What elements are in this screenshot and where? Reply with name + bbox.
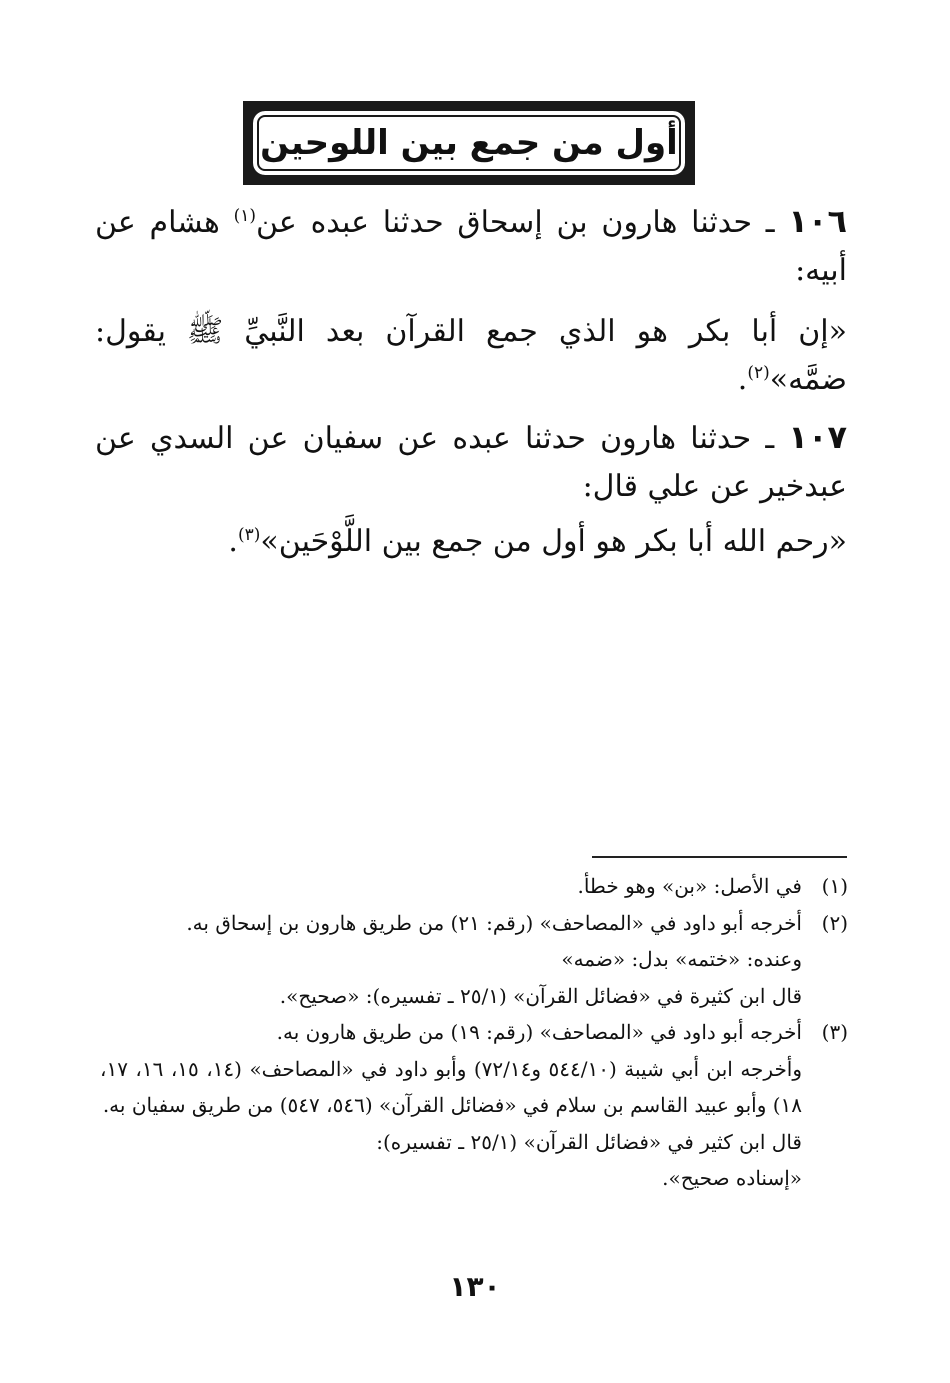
chapter-title-frame bbox=[243, 101, 695, 185]
footnote-ref-2[interactable]: (٢) bbox=[747, 363, 770, 383]
footnote-3-text: أخرجه أبو داود في «المصاحف» (رقم: ١٩) من طريق هارون به. bbox=[276, 1020, 802, 1044]
hadith-106-number: ١٠٦ bbox=[788, 202, 847, 240]
footnote-2-text: أخرجه أبو داود في «المصاحف» (رقم: ٢١) من طريق هارون بن إسحاق به. bbox=[186, 910, 802, 935]
footnote-separator bbox=[592, 856, 847, 858]
hadith-106-isnad-cont: هشام عن أبيه: bbox=[95, 205, 847, 288]
chapter-title-inner bbox=[251, 109, 687, 177]
footnote-1-text: في الأصل: «بن» وهو خطأ. bbox=[577, 874, 802, 898]
hadith-107-matn-text: «رحم الله أبا بكر هو أول من جمع بين اللَّوْحَين» bbox=[260, 524, 847, 559]
footnote-3 bbox=[100, 1014, 848, 1051]
hadith-107-isnad-text: ـ حدثنا هارون حدثنا عبده عن سفيان عن السدي عن عبدخير عن علي قال: bbox=[95, 421, 847, 504]
footnotes bbox=[100, 868, 848, 1197]
hadith-106-isnad-text: ـ حدثنا هارون بن إسحاق حدثنا عبده عن bbox=[256, 205, 775, 240]
footnote-3-line-3: قال ابن كثير في «فضائل القرآن» (٢٥/١ ـ تفسيره): bbox=[376, 1129, 802, 1154]
footnote-1 bbox=[100, 868, 848, 905]
footnote-2 bbox=[100, 905, 848, 942]
hadith-107-matn: «رحم الله أبا بكر هو أول من جمع بين اللَّوْحَين»$^{(٣)}$. bbox=[228, 524, 847, 559]
hadith-106-isnad bbox=[95, 197, 847, 295]
chapter-title: أول من جمع بين اللوحين bbox=[260, 123, 678, 163]
footnote-3-line-2: وأخرجه ابن أبي شيبة (٥٤٤/١٠ و٧٢/١٤) وأبو داود في «المصاحف» (١٤، ١٥، ١٦، ١٧، ١٨) وأبو عبيد القاسم بن سلام في «فضائل القرآن» (٥٤٦، ٥٤٧) من طريق سفيان به. bbox=[100, 1056, 803, 1117]
footnote-1-number: (١) bbox=[821, 874, 848, 898]
footnote-2-line-3: قال ابن كثيرة في «فضائل القرآن» (٢٥/١ ـ تفسيره): «صحيح». bbox=[279, 983, 802, 1008]
page-number: ١٣٠ bbox=[449, 1270, 501, 1303]
footnote-ref-1[interactable]: (١) bbox=[233, 206, 257, 226]
hadith-107-isnad bbox=[95, 413, 847, 511]
footnote-3-number: (٣) bbox=[821, 1020, 848, 1044]
footnote-3-line-4: «إسناده صحيح». bbox=[662, 1166, 802, 1190]
hadith-107-number: ١٠٧ bbox=[788, 418, 847, 456]
footnote-ref-3[interactable]: (٣) bbox=[237, 525, 261, 545]
hadith-106-matn: «إن أبا بكر هو الذي جمع القرآن بعد النَّبيِّ ﷺ يقول: ضمَّه»$^{(٢)}$. bbox=[95, 314, 847, 397]
hadith-106-matn-text: «إن أبا بكر هو الذي جمع القرآن بعد النَّبيِّ ﷺ يقول: ضمَّه» bbox=[95, 314, 847, 397]
footnote-2-line-2: وعنده: «ختمه» بدل: «ضمه» bbox=[561, 947, 802, 971]
footnote-2-number: (٢) bbox=[821, 910, 848, 935]
